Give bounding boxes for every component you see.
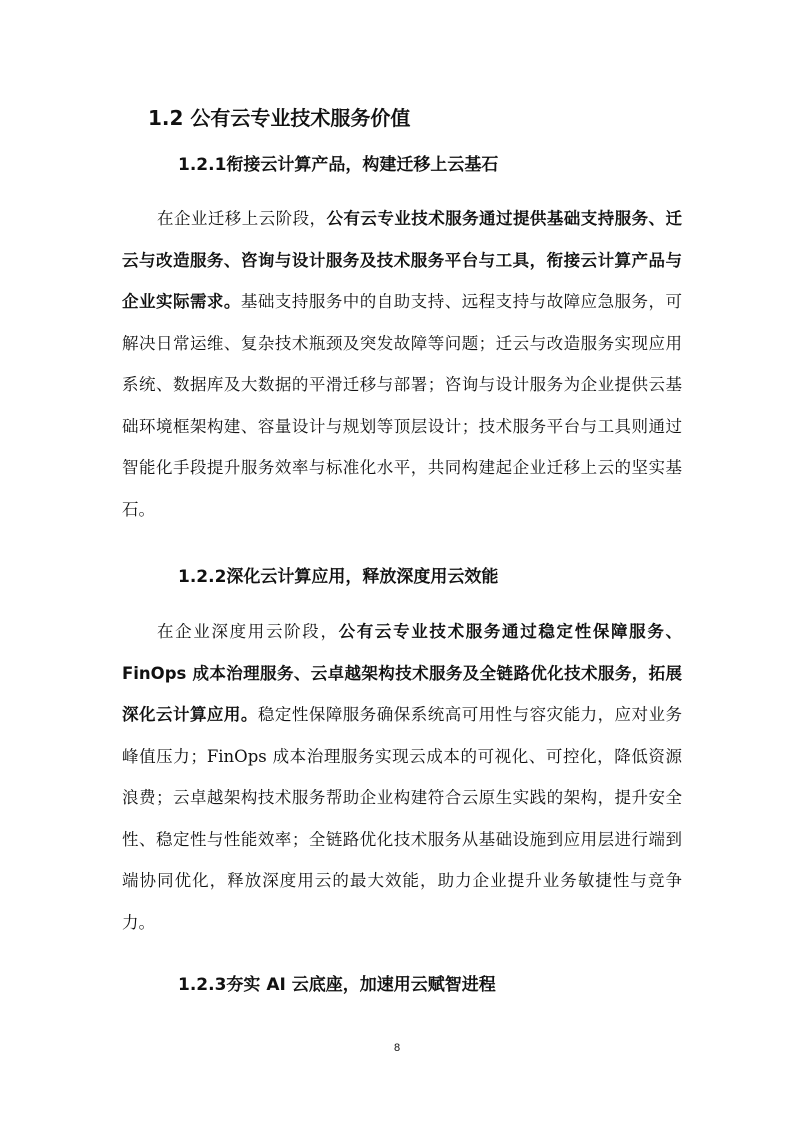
subsection-heading-1-2-1: 1.2.1衔接云计算产品，构建迁移上云基石 [178,155,499,175]
paragraph-emphasis: 公有云专业技术服务通过提供基础支持服务、迁云与改造服务、咨询与设计服务及技术服务平台与工具，衔接云计算产品与企业实际需求。 [122,209,683,311]
subsection-heading-1-2-2: 1.2.2深化云计算应用，释放深度用云效能 [178,567,499,587]
paragraph-1-2-1 [122,198,682,530]
section-heading: 1.2 公有云专业技术服务价值 [148,106,411,130]
paragraph-lead: 在企业深度用云阶段， [157,622,339,641]
subsection-heading-1-2-3: 1.2.3夯实 AI 云底座，加速用云赋智进程 [178,975,496,995]
paragraph-emphasis: 公有云专业技术服务通过稳定性保障服务、FinOps 成本治理服务、云卓越架构技术服务及全链路优化技术服务，拓展深化云计算应用。 [122,622,683,724]
paragraph-body: 基础支持服务中的自助支持、远程支持与故障应急服务，可解决日常运维、复杂技术瓶颈及突发故障等问题；迁云与改造服务实现应用系统、数据库及大数据的平滑迁移与部署；咨询与设计服务为企业提供云基础环境框架构建、容量设计与规划等顶层设计；技术服务平台与工具则通过智能化手段提升服务效率与标准化水平，共同构建起企业迁移上云的坚实基石。 [122,292,682,519]
page-number: 8 [393,1042,401,1054]
paragraph-1-2-2 [122,611,682,943]
paragraph-lead: 在企业迁移上云阶段， [157,209,327,228]
paragraph-body: 稳定性保障服务确保系统高可用性与容灾能力，应对业务峰值压力；FinOps 成本治理服务实现云成本的可视化、可控化，降低资源浪费；云卓越架构技术服务帮助企业构建符合云原生实践的架构，提升安全性、稳定性与性能效率；全链路优化技术服务从基础设施到应用层进行端到端协同优化，释放深度用云的最大效能，助力企业提升业务敏捷性与竞争力。 [122,705,682,932]
